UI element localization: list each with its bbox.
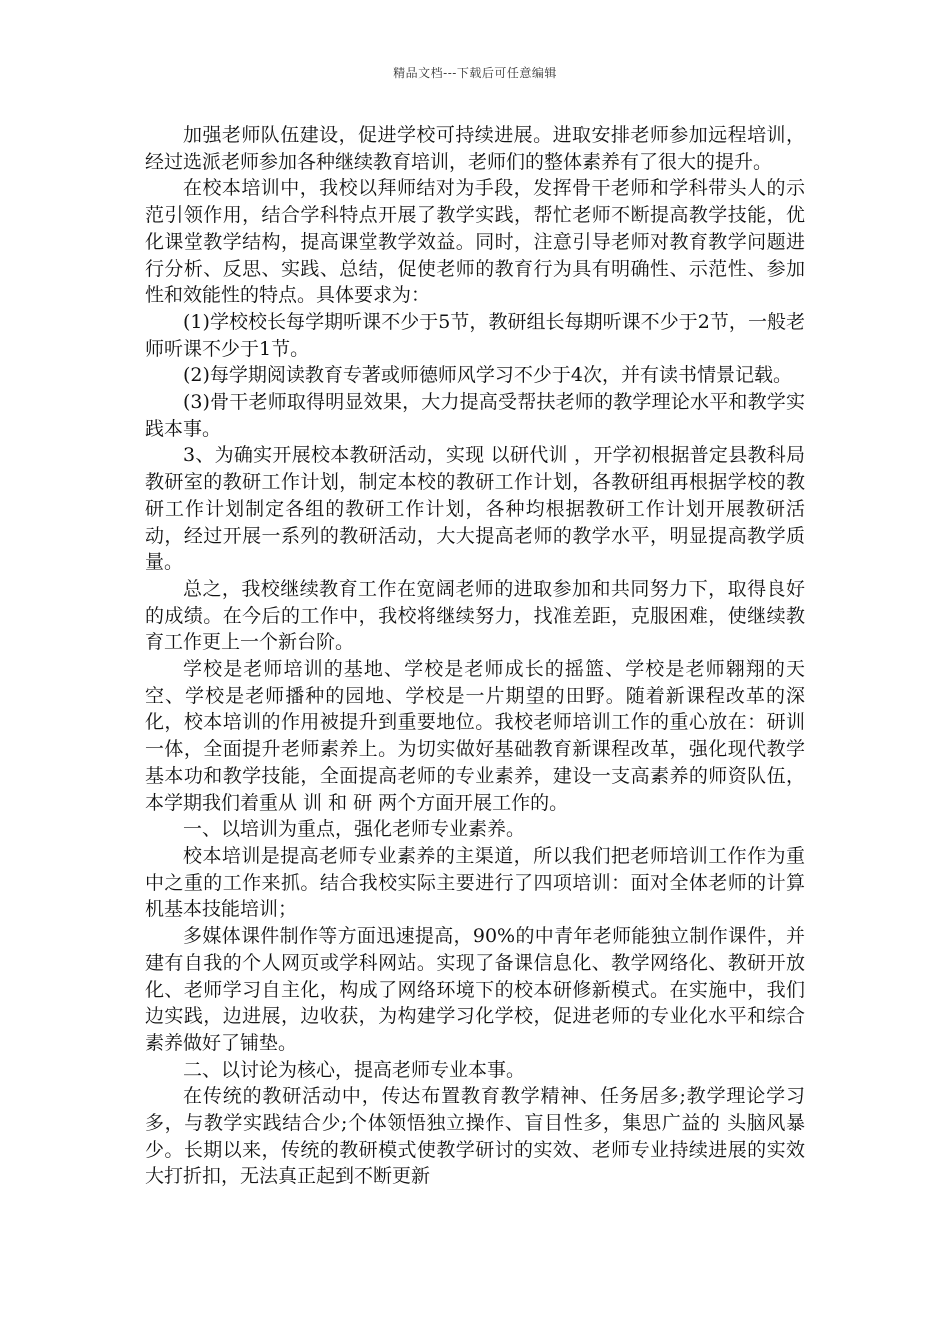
paragraph: 学校是老师培训的基地、学校是老师成长的摇篮、学校是老师翱翔的天空、学校是老师播种的园地、学校是一片期望的田野。随着新课程改革的深化，校本培训的作用被提升到重要地位。我校老师培训工作的重心放在：研训一体，全面提升老师素养上。为切实做好基础教育新课程改革，强化现代教学基本功和教学技能，全面提高老师的专业素养，建设一支高素养的师资队伍，本学期我们着重从 训 和 研 两个方面开展工作的。 bbox=[145, 658, 805, 814]
paragraph: 总之，我校继续教育工作在宽阔老师的进取参加和共同努力下，取得良好的成绩。在今后的工作中，我校将继续努力，找准差距，克服困难，使继续教育工作更上一个新台阶。 bbox=[145, 577, 805, 654]
paragraph: 加强老师队伍建设，促进学校可持续进展。进取安排老师参加远程培训，经过选派老师参加各种继续教育培训，老师们的整体素养有了很大的提升。 bbox=[145, 124, 805, 173]
document-body bbox=[145, 122, 805, 1190]
paragraph: 在校本培训中，我校以拜师结对为手段，发挥骨干老师和学科带头人的示范引领作用，结合学科特点开展了教学实践，帮忙老师不断提高教学技能，优化课堂教学结构，提高课堂教学效益。同时，注意引导老师对教育教学问题进行分析、反思、实践、总结，促使老师的教育行为具有明确性、示范性、参加性和效能性的特点。具体要求为： bbox=[145, 177, 805, 307]
page-header: 精品文档---下载后可任意编辑 bbox=[393, 66, 557, 80]
paragraph: (3)骨干老师取得明显效果，大力提高受帮扶老师的教学理论水平和教学实践本事。 bbox=[145, 391, 805, 440]
section-heading: 二、以讨论为核心，提高老师专业本事。 bbox=[183, 1058, 526, 1081]
paragraph: (2)每学期阅读教育专著或师德师风学习不少于4次，并有读书情景记载。 bbox=[183, 364, 793, 387]
paragraph: (1)学校校长每学期听课不少于5节，教研组长每期听课不少于2节，一般老师听课不少于1节。 bbox=[145, 310, 805, 360]
section-heading: 一、以培训为重点，强化老师专业素养。 bbox=[183, 818, 526, 841]
paragraph: 3、为确实开展校本教研活动，实现 以研代训 ，开学初根据普定县教科局教研室的教研工作计划，制定本校的教研工作计划，各教研组再根据学校的教研工作计划制定各组的教研工作计划，各种均根据教研工作计划开展教研活动，经过开展一系列的教研活动，大大提高老师的教学水平，明显提高教学质量。 bbox=[145, 444, 805, 574]
paragraph: 在传统的教研活动中，传达布置教育教学精神、任务居多;教学理论学习多，与教学实践结合少;个体领悟独立操作、盲目性多，集思广益的 头脑风暴 少。长期以来，传统的教研模式使教学研讨的实效、老师专业持续进展的实效大打折扣，无法真正起到不断更新 bbox=[145, 1085, 805, 1188]
paragraph: 校本培训是提高老师专业素养的主渠道，所以我们把老师培训工作作为重中之重的工作来抓。结合我校实际主要进行了四项培训：面对全体老师的计算机基本技能培训； bbox=[145, 844, 805, 921]
paragraph: 多媒体课件制作等方面迅速提高，90%的中青年老师能独立制作课件，并建有自我的个人网页或学科网站。实现了备课信息化、教学网络化、教研开放化、老师学习自主化，构成了网络环境下的校本研修新模式。在实施中，我们边实践，边进展，边收获，为构建学习化学校，促进老师的专业化水平和综合素养做好了铺垫。 bbox=[145, 925, 805, 1054]
